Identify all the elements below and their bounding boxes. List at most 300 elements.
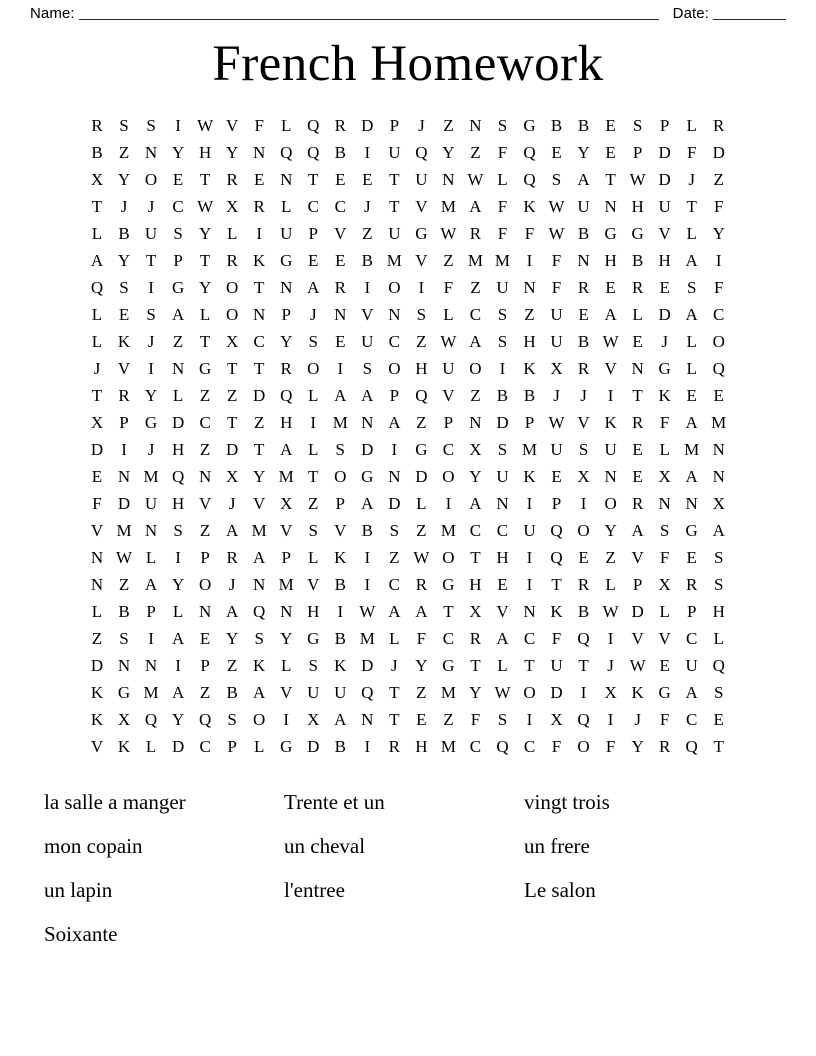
grid-cell[interactable]: W bbox=[602, 602, 619, 621]
grid-cell[interactable]: L bbox=[308, 386, 319, 405]
grid-cell[interactable]: G bbox=[144, 413, 158, 432]
grid-cell[interactable]: W bbox=[629, 170, 646, 189]
grid-cell[interactable]: K bbox=[523, 197, 536, 216]
grid-cell[interactable]: O bbox=[577, 737, 590, 756]
grid-cell[interactable]: S bbox=[308, 656, 318, 675]
grid-cell[interactable]: Q bbox=[198, 710, 212, 729]
grid-cell[interactable]: F bbox=[659, 548, 670, 567]
grid-cell[interactable]: I bbox=[580, 683, 587, 702]
grid-cell[interactable]: L bbox=[281, 116, 292, 135]
grid-cell[interactable]: V bbox=[577, 413, 590, 432]
grid-cell[interactable]: G bbox=[198, 359, 212, 378]
grid-cell[interactable]: C bbox=[199, 737, 211, 756]
grid-cell[interactable]: S bbox=[578, 440, 589, 459]
grid-cell[interactable]: I bbox=[526, 710, 533, 729]
grid-cell[interactable]: A bbox=[469, 494, 482, 513]
grid-cell[interactable]: R bbox=[577, 575, 590, 594]
grid-cell[interactable]: Z bbox=[118, 143, 130, 162]
grid-cell[interactable]: Y bbox=[280, 629, 293, 648]
grid-cell[interactable]: D bbox=[550, 683, 563, 702]
grid-cell[interactable]: T bbox=[389, 197, 400, 216]
grid-cell[interactable]: N bbox=[171, 359, 185, 378]
grid-cell[interactable]: U bbox=[307, 683, 320, 702]
grid-cell[interactable]: E bbox=[659, 656, 670, 675]
grid-cell[interactable]: Z bbox=[713, 170, 724, 189]
grid-cell[interactable]: H bbox=[523, 332, 536, 351]
grid-cell[interactable]: Z bbox=[172, 332, 184, 351]
grid-cell[interactable]: G bbox=[280, 737, 293, 756]
grid-cell[interactable]: J bbox=[228, 494, 236, 513]
grid-cell[interactable]: S bbox=[497, 332, 508, 351]
grid-cell[interactable]: B bbox=[361, 251, 373, 270]
grid-cell[interactable]: T bbox=[199, 332, 211, 351]
grid-cell[interactable]: T bbox=[199, 170, 211, 189]
grid-cell[interactable]: S bbox=[659, 521, 670, 540]
grid-cell[interactable]: V bbox=[307, 575, 320, 594]
grid-cell[interactable]: U bbox=[577, 197, 590, 216]
grid-cell[interactable]: L bbox=[686, 359, 697, 378]
grid-cell[interactable]: Q bbox=[253, 602, 266, 621]
grid-cell[interactable]: A bbox=[361, 386, 374, 405]
grid-cell[interactable]: U bbox=[442, 359, 455, 378]
grid-cell[interactable]: X bbox=[90, 413, 104, 432]
grid-cell[interactable]: D bbox=[361, 656, 374, 675]
grid-cell[interactable]: A bbox=[144, 575, 158, 594]
grid-cell[interactable]: W bbox=[440, 224, 457, 243]
grid-cell[interactable]: K bbox=[117, 737, 131, 756]
grid-cell[interactable]: E bbox=[551, 143, 562, 162]
grid-cell[interactable]: I bbox=[364, 278, 371, 297]
grid-cell[interactable]: E bbox=[713, 386, 724, 405]
grid-cell[interactable]: G bbox=[658, 359, 671, 378]
grid-cell[interactable]: A bbox=[469, 197, 482, 216]
grid-cell[interactable]: R bbox=[713, 116, 725, 135]
grid-cell[interactable]: O bbox=[144, 170, 158, 189]
grid-cell[interactable]: M bbox=[711, 413, 727, 432]
grid-cell[interactable]: Y bbox=[171, 143, 185, 162]
grid-cell[interactable]: L bbox=[659, 602, 670, 621]
grid-cell[interactable]: P bbox=[281, 305, 291, 324]
grid-cell[interactable]: S bbox=[497, 710, 508, 729]
name-write-in-line[interactable] bbox=[79, 6, 659, 20]
grid-cell[interactable]: W bbox=[359, 602, 376, 621]
grid-cell[interactable]: R bbox=[658, 737, 671, 756]
grid-cell[interactable]: U bbox=[550, 440, 563, 459]
grid-cell[interactable]: B bbox=[334, 737, 346, 756]
grid-cell[interactable]: N bbox=[253, 305, 266, 324]
grid-cell[interactable]: W bbox=[548, 413, 565, 432]
grid-cell[interactable]: S bbox=[254, 629, 264, 648]
grid-cell[interactable]: M bbox=[251, 521, 267, 540]
grid-cell[interactable]: R bbox=[253, 197, 265, 216]
grid-cell[interactable]: E bbox=[605, 116, 616, 135]
grid-cell[interactable]: U bbox=[658, 197, 671, 216]
grid-cell[interactable]: L bbox=[713, 629, 724, 648]
grid-cell[interactable]: N bbox=[712, 467, 725, 486]
grid-cell[interactable]: E bbox=[118, 305, 130, 324]
grid-cell[interactable]: N bbox=[496, 494, 509, 513]
grid-cell[interactable]: V bbox=[415, 197, 428, 216]
grid-cell[interactable]: J bbox=[688, 170, 695, 189]
grid-cell[interactable]: Z bbox=[226, 386, 238, 405]
grid-cell[interactable]: C bbox=[469, 305, 482, 324]
grid-cell[interactable]: J bbox=[228, 575, 236, 594]
grid-cell[interactable]: U bbox=[388, 143, 401, 162]
grid-cell[interactable]: I bbox=[526, 548, 533, 567]
grid-cell[interactable]: F bbox=[416, 629, 427, 648]
grid-cell[interactable]: Y bbox=[171, 575, 185, 594]
grid-cell[interactable]: D bbox=[361, 440, 374, 459]
grid-cell[interactable]: B bbox=[91, 143, 103, 162]
grid-cell[interactable]: M bbox=[143, 683, 159, 702]
grid-cell[interactable]: Z bbox=[605, 548, 616, 567]
grid-cell[interactable]: T bbox=[443, 602, 454, 621]
grid-cell[interactable]: H bbox=[171, 494, 185, 513]
grid-cell[interactable]: F bbox=[551, 251, 562, 270]
grid-cell[interactable]: S bbox=[713, 683, 724, 702]
grid-cell[interactable]: O bbox=[334, 467, 347, 486]
grid-cell[interactable]: Z bbox=[91, 629, 103, 648]
grid-cell[interactable]: T bbox=[578, 656, 589, 675]
grid-cell[interactable]: F bbox=[470, 710, 481, 729]
grid-cell[interactable]: Q bbox=[144, 710, 158, 729]
grid-cell[interactable]: X bbox=[90, 170, 104, 189]
grid-cell[interactable]: E bbox=[335, 251, 346, 270]
grid-cell[interactable]: K bbox=[90, 683, 104, 702]
grid-cell[interactable]: G bbox=[523, 116, 536, 135]
grid-cell[interactable]: X bbox=[469, 602, 482, 621]
grid-cell[interactable]: Z bbox=[443, 251, 454, 270]
grid-cell[interactable]: G bbox=[604, 224, 617, 243]
grid-cell[interactable]: F bbox=[659, 413, 670, 432]
grid-cell[interactable]: T bbox=[713, 737, 724, 756]
grid-cell[interactable]: T bbox=[253, 278, 265, 297]
grid-cell[interactable]: V bbox=[442, 386, 455, 405]
grid-cell[interactable]: Z bbox=[416, 413, 427, 432]
grid-cell[interactable]: E bbox=[362, 170, 373, 189]
grid-cell[interactable]: S bbox=[713, 575, 724, 594]
grid-cell[interactable]: P bbox=[389, 386, 400, 405]
grid-cell[interactable]: L bbox=[443, 305, 454, 324]
grid-cell[interactable]: J bbox=[93, 359, 101, 378]
grid-cell[interactable]: K bbox=[117, 332, 131, 351]
grid-cell[interactable]: C bbox=[388, 332, 401, 351]
grid-cell[interactable]: X bbox=[469, 440, 482, 459]
grid-cell[interactable]: I bbox=[526, 575, 533, 594]
grid-cell[interactable]: G bbox=[280, 251, 293, 270]
grid-cell[interactable]: T bbox=[605, 170, 616, 189]
grid-cell[interactable]: A bbox=[712, 521, 725, 540]
grid-cell[interactable]: M bbox=[332, 413, 348, 432]
grid-cell[interactable]: F bbox=[254, 116, 264, 135]
grid-cell[interactable]: F bbox=[524, 224, 535, 243]
grid-cell[interactable]: U bbox=[523, 521, 536, 540]
grid-cell[interactable]: X bbox=[712, 494, 725, 513]
grid-cell[interactable]: E bbox=[335, 170, 346, 189]
grid-cell[interactable]: H bbox=[712, 602, 725, 621]
grid-cell[interactable]: P bbox=[632, 575, 643, 594]
grid-cell[interactable]: B bbox=[577, 332, 590, 351]
grid-cell[interactable]: J bbox=[147, 197, 155, 216]
grid-cell[interactable]: Q bbox=[685, 737, 698, 756]
grid-cell[interactable]: M bbox=[440, 737, 456, 756]
grid-cell[interactable]: H bbox=[469, 575, 482, 594]
grid-cell[interactable]: D bbox=[658, 305, 671, 324]
grid-cell[interactable]: U bbox=[144, 224, 158, 243]
grid-cell[interactable]: L bbox=[91, 305, 103, 324]
grid-cell[interactable]: Y bbox=[117, 251, 131, 270]
grid-cell[interactable]: S bbox=[119, 116, 129, 135]
grid-cell[interactable]: Y bbox=[469, 683, 482, 702]
grid-cell[interactable]: L bbox=[199, 305, 211, 324]
grid-cell[interactable]: M bbox=[116, 521, 132, 540]
grid-cell[interactable]: X bbox=[550, 710, 563, 729]
grid-cell[interactable]: A bbox=[307, 278, 320, 297]
grid-cell[interactable]: T bbox=[308, 170, 319, 189]
grid-cell[interactable]: Y bbox=[712, 224, 725, 243]
grid-cell[interactable]: X bbox=[280, 494, 293, 513]
grid-cell[interactable]: V bbox=[658, 629, 671, 648]
grid-cell[interactable]: Y bbox=[198, 278, 212, 297]
grid-cell[interactable]: J bbox=[364, 197, 371, 216]
grid-cell[interactable]: H bbox=[631, 197, 644, 216]
grid-cell[interactable]: G bbox=[685, 521, 698, 540]
grid-cell[interactable]: C bbox=[686, 629, 698, 648]
grid-cell[interactable]: C bbox=[442, 440, 455, 459]
grid-cell[interactable]: A bbox=[253, 548, 266, 567]
grid-cell[interactable]: E bbox=[91, 467, 103, 486]
grid-cell[interactable]: R bbox=[226, 251, 238, 270]
grid-cell[interactable]: E bbox=[253, 170, 265, 189]
grid-cell[interactable]: W bbox=[629, 656, 646, 675]
grid-cell[interactable]: R bbox=[226, 548, 238, 567]
grid-cell[interactable]: C bbox=[523, 737, 536, 756]
word-list-item[interactable]: un cheval bbox=[284, 834, 366, 858]
grid-cell[interactable]: U bbox=[604, 440, 617, 459]
grid-cell[interactable]: P bbox=[173, 251, 183, 270]
grid-cell[interactable]: O bbox=[442, 548, 455, 567]
word-list-item[interactable]: l'entree bbox=[284, 878, 345, 902]
grid-cell[interactable]: V bbox=[90, 737, 104, 756]
grid-cell[interactable]: Z bbox=[199, 683, 211, 702]
grid-cell[interactable]: Z bbox=[199, 386, 211, 405]
grid-cell[interactable]: N bbox=[144, 656, 158, 675]
grid-cell[interactable]: K bbox=[604, 413, 617, 432]
grid-cell[interactable]: J bbox=[147, 332, 155, 351]
grid-cell[interactable]: M bbox=[440, 521, 456, 540]
grid-cell[interactable]: V bbox=[253, 494, 266, 513]
grid-cell[interactable]: C bbox=[442, 629, 455, 648]
grid-cell[interactable]: F bbox=[551, 278, 562, 297]
grid-cell[interactable]: M bbox=[494, 251, 511, 270]
grid-cell[interactable]: S bbox=[551, 170, 562, 189]
grid-cell[interactable]: D bbox=[658, 143, 671, 162]
grid-cell[interactable]: H bbox=[496, 548, 509, 567]
grid-cell[interactable]: Q bbox=[712, 359, 725, 378]
grid-cell[interactable]: L bbox=[416, 494, 427, 513]
grid-cell[interactable]: E bbox=[416, 710, 427, 729]
word-list-item[interactable]: un lapin bbox=[44, 878, 113, 902]
grid-cell[interactable]: B bbox=[334, 629, 346, 648]
grid-cell[interactable]: W bbox=[548, 197, 565, 216]
grid-cell[interactable]: A bbox=[685, 467, 698, 486]
grid-cell[interactable]: Q bbox=[712, 656, 725, 675]
grid-cell[interactable]: F bbox=[443, 278, 454, 297]
grid-cell[interactable]: D bbox=[171, 413, 185, 432]
grid-cell[interactable]: F bbox=[713, 197, 724, 216]
grid-cell[interactable]: M bbox=[467, 251, 483, 270]
grid-cell[interactable]: B bbox=[118, 602, 130, 621]
grid-cell[interactable]: M bbox=[143, 467, 159, 486]
grid-cell[interactable]: J bbox=[147, 440, 155, 459]
grid-cell[interactable]: R bbox=[469, 629, 482, 648]
grid-cell[interactable]: M bbox=[278, 575, 294, 594]
grid-cell[interactable]: I bbox=[364, 143, 371, 162]
grid-cell[interactable]: T bbox=[91, 386, 103, 405]
grid-cell[interactable]: G bbox=[442, 656, 455, 675]
grid-cell[interactable]: M bbox=[521, 440, 538, 459]
grid-cell[interactable]: E bbox=[497, 575, 508, 594]
grid-cell[interactable]: W bbox=[602, 332, 619, 351]
grid-cell[interactable]: F bbox=[497, 197, 508, 216]
grid-cell[interactable]: N bbox=[117, 656, 131, 675]
grid-cell[interactable]: A bbox=[469, 332, 482, 351]
grid-cell[interactable]: T bbox=[226, 413, 238, 432]
grid-cell[interactable]: J bbox=[120, 197, 128, 216]
word-list-item[interactable]: Soixante bbox=[44, 922, 118, 946]
grid-cell[interactable]: T bbox=[389, 710, 400, 729]
word-list-item[interactable]: Trente et un bbox=[284, 790, 385, 814]
grid-cell[interactable]: Y bbox=[144, 386, 158, 405]
grid-cell[interactable]: N bbox=[469, 413, 482, 432]
grid-cell[interactable]: I bbox=[364, 575, 371, 594]
grid-cell[interactable]: F bbox=[551, 737, 562, 756]
grid-cell[interactable]: A bbox=[631, 521, 644, 540]
grid-cell[interactable]: Z bbox=[470, 386, 481, 405]
grid-cell[interactable]: C bbox=[172, 197, 184, 216]
grid-cell[interactable]: Q bbox=[577, 629, 590, 648]
date-write-in-line[interactable] bbox=[713, 6, 786, 20]
grid-cell[interactable]: I bbox=[445, 494, 452, 513]
grid-cell[interactable]: N bbox=[523, 278, 536, 297]
grid-cell[interactable]: N bbox=[253, 143, 266, 162]
grid-cell[interactable]: C bbox=[334, 197, 346, 216]
grid-cell[interactable]: I bbox=[580, 494, 587, 513]
grid-cell[interactable]: X bbox=[577, 467, 590, 486]
grid-cell[interactable]: O bbox=[388, 278, 401, 297]
grid-cell[interactable]: F bbox=[497, 224, 508, 243]
grid-cell[interactable]: Y bbox=[226, 629, 239, 648]
grid-cell[interactable]: U bbox=[496, 467, 509, 486]
grid-cell[interactable]: B bbox=[550, 116, 563, 135]
grid-cell[interactable]: F bbox=[686, 143, 697, 162]
grid-cell[interactable]: E bbox=[172, 170, 184, 189]
grid-cell[interactable]: L bbox=[281, 197, 292, 216]
grid-cell[interactable]: V bbox=[631, 548, 644, 567]
grid-cell[interactable]: I bbox=[418, 278, 425, 297]
grid-cell[interactable]: E bbox=[199, 629, 211, 648]
grid-cell[interactable]: T bbox=[226, 359, 238, 378]
grid-cell[interactable]: Y bbox=[442, 143, 455, 162]
grid-cell[interactable]: U bbox=[550, 656, 563, 675]
grid-cell[interactable]: L bbox=[145, 548, 157, 567]
grid-cell[interactable]: G bbox=[415, 224, 428, 243]
grid-cell[interactable]: N bbox=[117, 467, 131, 486]
grid-cell[interactable]: Q bbox=[307, 143, 320, 162]
grid-cell[interactable]: N bbox=[90, 548, 104, 567]
grid-cell[interactable]: M bbox=[440, 683, 456, 702]
grid-cell[interactable]: N bbox=[280, 170, 293, 189]
grid-cell[interactable]: N bbox=[361, 710, 374, 729]
grid-cell[interactable]: L bbox=[659, 440, 670, 459]
grid-cell[interactable]: A bbox=[280, 440, 293, 459]
grid-cell[interactable]: L bbox=[226, 224, 238, 243]
grid-cell[interactable]: V bbox=[658, 224, 671, 243]
grid-cell[interactable]: T bbox=[199, 251, 211, 270]
grid-cell[interactable]: P bbox=[443, 413, 454, 432]
grid-cell[interactable]: U bbox=[415, 170, 428, 189]
grid-cell[interactable]: P bbox=[551, 494, 562, 513]
grid-cell[interactable]: L bbox=[91, 224, 103, 243]
grid-cell[interactable]: V bbox=[198, 494, 212, 513]
grid-cell[interactable]: N bbox=[469, 116, 482, 135]
grid-cell[interactable]: A bbox=[415, 602, 428, 621]
grid-cell[interactable]: E bbox=[605, 278, 616, 297]
grid-cell[interactable]: S bbox=[308, 521, 318, 540]
grid-cell[interactable]: D bbox=[307, 737, 320, 756]
grid-cell[interactable]: S bbox=[173, 224, 183, 243]
grid-cell[interactable]: R bbox=[631, 413, 644, 432]
grid-cell[interactable]: E bbox=[578, 548, 589, 567]
grid-cell[interactable]: J bbox=[309, 305, 317, 324]
grid-cell[interactable]: L bbox=[686, 332, 697, 351]
grid-cell[interactable]: V bbox=[631, 629, 644, 648]
grid-cell[interactable]: R bbox=[577, 359, 590, 378]
grid-cell[interactable]: R bbox=[118, 386, 130, 405]
grid-cell[interactable]: O bbox=[604, 494, 617, 513]
grid-cell[interactable]: H bbox=[604, 251, 617, 270]
grid-cell[interactable]: D bbox=[117, 494, 131, 513]
grid-cell[interactable]: R bbox=[415, 575, 428, 594]
grid-cell[interactable]: Q bbox=[415, 143, 428, 162]
grid-cell[interactable]: S bbox=[632, 116, 643, 135]
grid-cell[interactable]: C bbox=[496, 521, 509, 540]
grid-cell[interactable]: N bbox=[144, 143, 158, 162]
grid-cell[interactable]: D bbox=[226, 440, 239, 459]
grid-cell[interactable]: U bbox=[280, 224, 293, 243]
grid-cell[interactable]: E bbox=[605, 143, 616, 162]
grid-cell[interactable]: M bbox=[386, 251, 402, 270]
grid-cell[interactable]: P bbox=[632, 143, 643, 162]
grid-cell[interactable]: P bbox=[389, 116, 400, 135]
grid-cell[interactable]: J bbox=[634, 710, 641, 729]
grid-cell[interactable]: S bbox=[497, 440, 508, 459]
grid-cell[interactable]: T bbox=[632, 386, 643, 405]
grid-cell[interactable]: Q bbox=[280, 386, 293, 405]
grid-cell[interactable]: F bbox=[92, 494, 102, 513]
grid-cell[interactable]: G bbox=[658, 683, 671, 702]
grid-cell[interactable]: E bbox=[578, 305, 589, 324]
grid-cell[interactable]: D bbox=[415, 467, 428, 486]
grid-cell[interactable]: Z bbox=[416, 521, 427, 540]
grid-cell[interactable]: R bbox=[91, 116, 103, 135]
grid-cell[interactable]: J bbox=[580, 386, 587, 405]
grid-cell[interactable]: A bbox=[685, 251, 698, 270]
grid-cell[interactable]: W bbox=[413, 548, 430, 567]
grid-cell[interactable]: E bbox=[659, 278, 670, 297]
grid-cell[interactable]: X bbox=[226, 467, 239, 486]
grid-cell[interactable]: N bbox=[604, 197, 617, 216]
